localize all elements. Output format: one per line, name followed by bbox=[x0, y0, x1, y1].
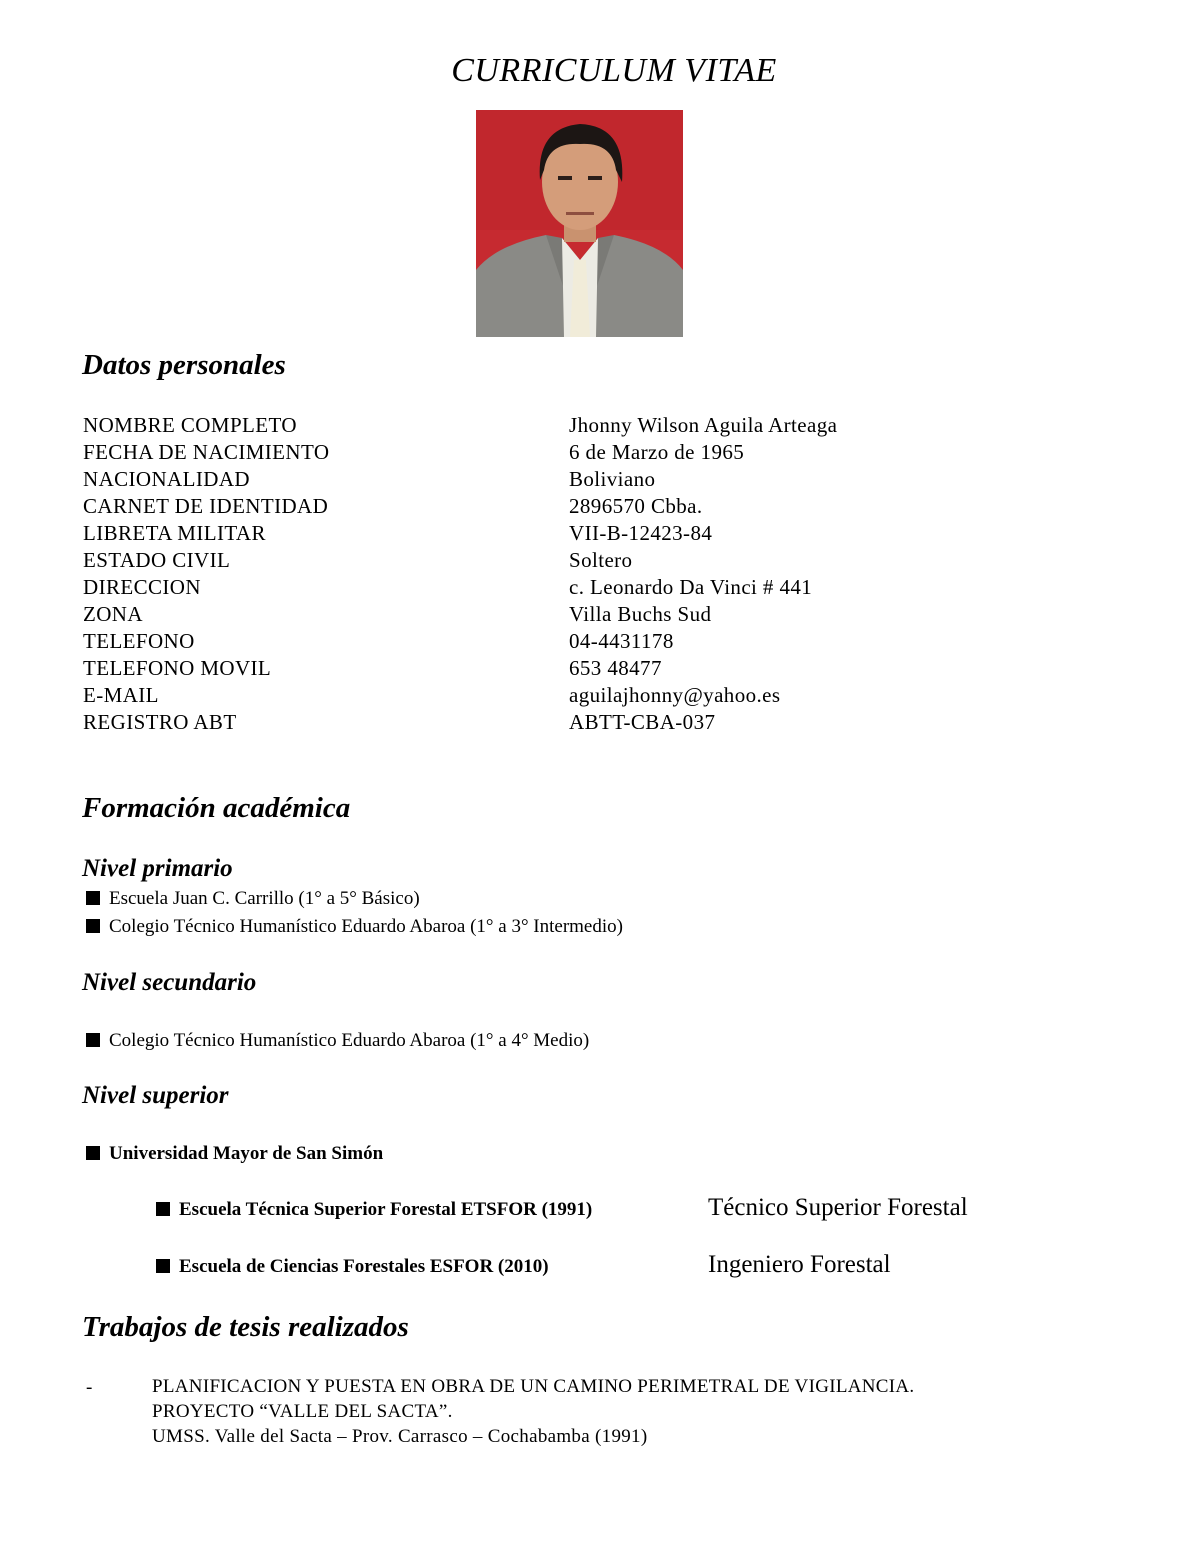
personal-data-row bbox=[0, 521, 1200, 548]
field-value: 04-4431178 bbox=[569, 629, 674, 653]
thesis-entry bbox=[152, 1374, 914, 1449]
field-value: 653 48477 bbox=[569, 656, 662, 680]
personal-data-row bbox=[0, 440, 1200, 467]
list-item bbox=[86, 916, 623, 938]
subheading-higher: Nivel superior bbox=[82, 1082, 229, 1109]
field-value: VII-B-12423-84 bbox=[569, 521, 713, 545]
personal-data-row bbox=[0, 548, 1200, 575]
field-label: DIRECCION bbox=[83, 575, 201, 599]
list-item-school bbox=[156, 1199, 592, 1221]
university-name: Universidad Mayor de San Simón bbox=[109, 1143, 384, 1164]
field-label: TELEFONO bbox=[83, 629, 195, 653]
school-name: Escuela Técnica Superior Forestal ETSFOR (1991) bbox=[179, 1199, 593, 1220]
section-heading-thesis: Trabajos de tesis realizados bbox=[82, 1311, 409, 1343]
personal-data-row bbox=[0, 494, 1200, 521]
field-label: FECHA DE NACIMIENTO bbox=[83, 440, 330, 464]
field-value: c. Leonardo Da Vinci # 441 bbox=[569, 575, 813, 599]
list-item bbox=[86, 888, 420, 910]
field-label: LIBRETA MILITAR bbox=[83, 521, 266, 545]
thesis-location-line: UMSS. Valle del Sacta – Prov. Carrasco – Cochabamba (1991) bbox=[152, 1426, 648, 1447]
field-value: Villa Buchs Sud bbox=[569, 602, 712, 626]
field-value: ABTT-CBA-037 bbox=[569, 710, 716, 734]
field-label: ZONA bbox=[83, 602, 143, 626]
personal-data-row bbox=[0, 710, 1200, 737]
document-title: CURRICULUM VITAE bbox=[451, 52, 777, 89]
field-value: Jhonny Wilson Aguila Arteaga bbox=[569, 413, 838, 437]
square-bullet-icon bbox=[156, 1259, 170, 1273]
personal-data-row bbox=[0, 629, 1200, 656]
list-item-text: Colegio Técnico Humanístico Eduardo Abaroa (1° a 4° Medio) bbox=[109, 1030, 590, 1051]
square-bullet-icon bbox=[156, 1202, 170, 1216]
list-item-university bbox=[86, 1143, 383, 1165]
degree-title: Técnico Superior Forestal bbox=[708, 1194, 968, 1221]
personal-data-row bbox=[0, 602, 1200, 629]
field-label: REGISTRO ABT bbox=[83, 710, 237, 734]
field-value: Boliviano bbox=[569, 467, 656, 491]
list-item-text: Escuela Juan C. Carrillo (1° a 5° Básico) bbox=[109, 888, 420, 909]
square-bullet-icon bbox=[86, 919, 100, 933]
personal-data-row bbox=[0, 467, 1200, 494]
square-bullet-icon bbox=[86, 1033, 100, 1047]
field-value: 2896570 Cbba. bbox=[569, 494, 703, 518]
personal-data-row bbox=[0, 656, 1200, 683]
field-label: ESTADO CIVIL bbox=[83, 548, 231, 572]
thesis-dash: - bbox=[86, 1377, 93, 1398]
thesis-project-line: PROYECTO “VALLE DEL SACTA”. bbox=[152, 1401, 453, 1422]
square-bullet-icon bbox=[86, 1146, 100, 1160]
school-name: Escuela de Ciencias Forestales ESFOR (2010) bbox=[179, 1256, 549, 1277]
field-label: E-MAIL bbox=[83, 683, 159, 707]
section-heading-personal: Datos personales bbox=[82, 349, 286, 381]
thesis-title-line: PLANIFICACION Y PUESTA EN OBRA DE UN CAMINO PERIMETRAL DE VIGILANCIA. bbox=[152, 1376, 915, 1397]
field-label: NACIONALIDAD bbox=[83, 467, 250, 491]
degree-title: Ingeniero Forestal bbox=[708, 1251, 891, 1278]
field-label: TELEFONO MOVIL bbox=[83, 656, 272, 680]
portrait-image bbox=[476, 110, 683, 337]
personal-data-row bbox=[0, 683, 1200, 710]
list-item bbox=[86, 1030, 589, 1052]
field-value: Soltero bbox=[569, 548, 633, 572]
field-label: CARNET DE IDENTIDAD bbox=[83, 494, 329, 518]
field-label: NOMBRE COMPLETO bbox=[83, 413, 297, 437]
section-heading-education: Formación académica bbox=[82, 792, 351, 824]
personal-data-row bbox=[0, 413, 1200, 440]
square-bullet-icon bbox=[86, 891, 100, 905]
subheading-secondary: Nivel secundario bbox=[82, 969, 257, 996]
portrait-photo bbox=[476, 110, 683, 337]
email-value: aguilajhonny@yahoo.es bbox=[569, 683, 781, 707]
list-item-school bbox=[156, 1256, 549, 1278]
field-value: 6 de Marzo de 1965 bbox=[569, 440, 745, 464]
subheading-primary: Nivel primario bbox=[82, 855, 233, 882]
personal-data-row bbox=[0, 575, 1200, 602]
list-item-text: Colegio Técnico Humanístico Eduardo Abaroa (1° a 3° Intermedio) bbox=[109, 916, 623, 937]
